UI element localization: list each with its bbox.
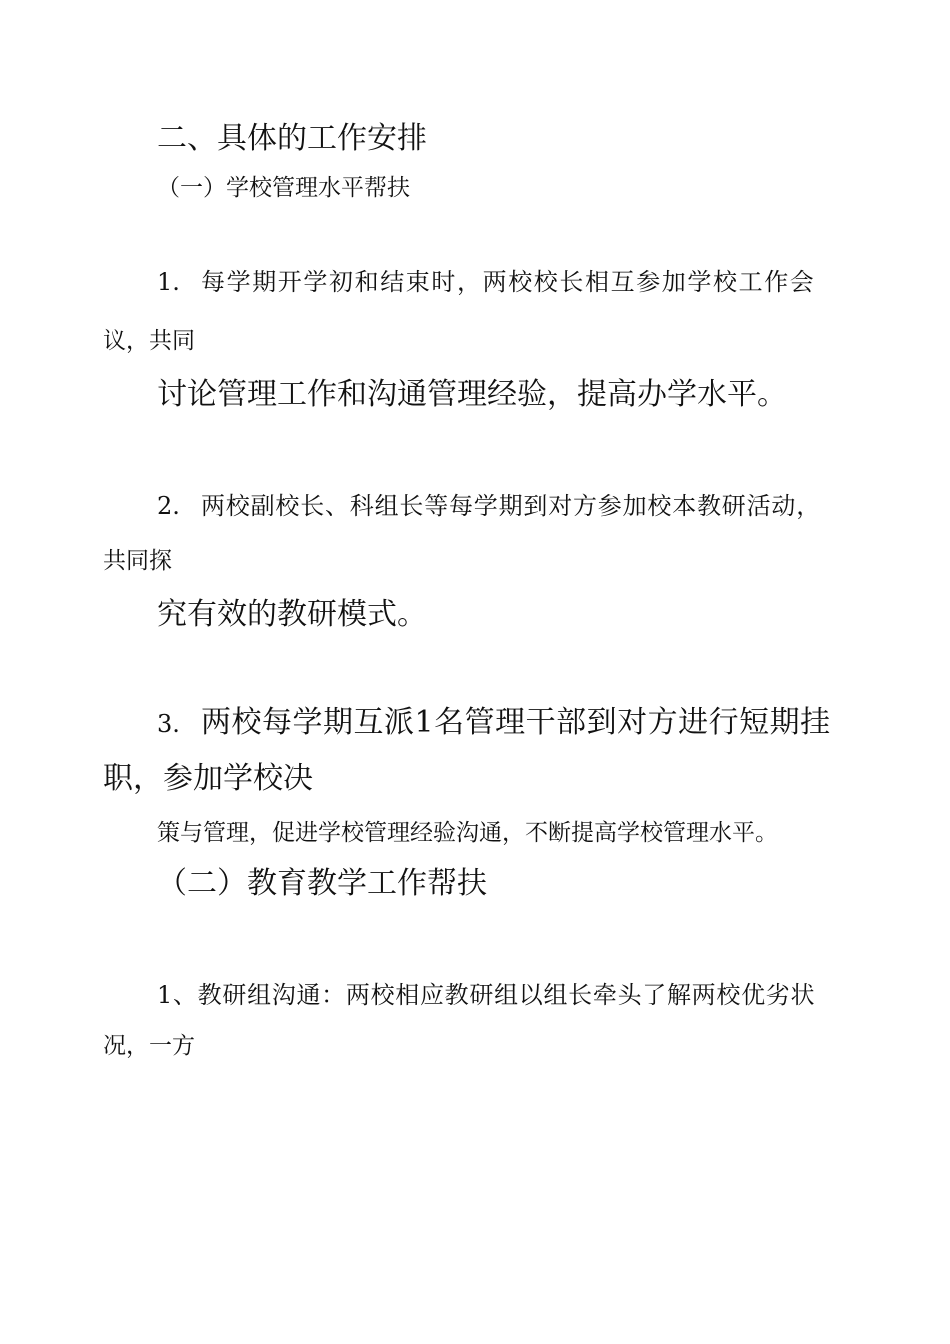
item-1-line-3: 讨论管理工作和沟通管理经验，提高办学水平。: [157, 377, 787, 412]
item-3-text: 两校每学期互派1名管理干部到对方进行短期挂: [201, 705, 831, 740]
item-4-line-2: 况，一方: [103, 1033, 195, 1059]
section-heading: 二、具体的工作安排: [157, 121, 427, 156]
item-1-text: 每学期开学初和结束时，两校校长相互参加学校工作会: [201, 268, 816, 296]
item-3-number: 3.: [157, 710, 180, 738]
item-2-line-2: 共同探: [103, 548, 172, 574]
item-3-line-2: 职，参加学校决: [103, 761, 313, 796]
subsection-title-2: （二）教育教学工作帮扶: [157, 866, 487, 901]
item-3-line-1: [157, 705, 859, 740]
item-3-line-3: 策与管理，促进学校管理经验沟通，不断提高学校管理水平。: [157, 820, 778, 846]
item-2-text: 两校副校长、科组长等每学期到对方参加校本教研活动，: [201, 492, 821, 520]
item-2-line-3: 究有效的教研模式。: [157, 597, 427, 632]
item-1-number: 1.: [157, 268, 180, 296]
item-4-line-1: 1、教研组沟通：两校相应教研组以组长牵头了解两校优劣状: [157, 981, 816, 1009]
item-1-line-2: 议，共同: [103, 328, 195, 354]
item-2-line-1: [157, 494, 859, 518]
subsection-title-1: （一）学校管理水平帮扶: [157, 175, 410, 201]
item-2-number: 2.: [157, 492, 180, 520]
item-1-line-1: [157, 270, 859, 294]
